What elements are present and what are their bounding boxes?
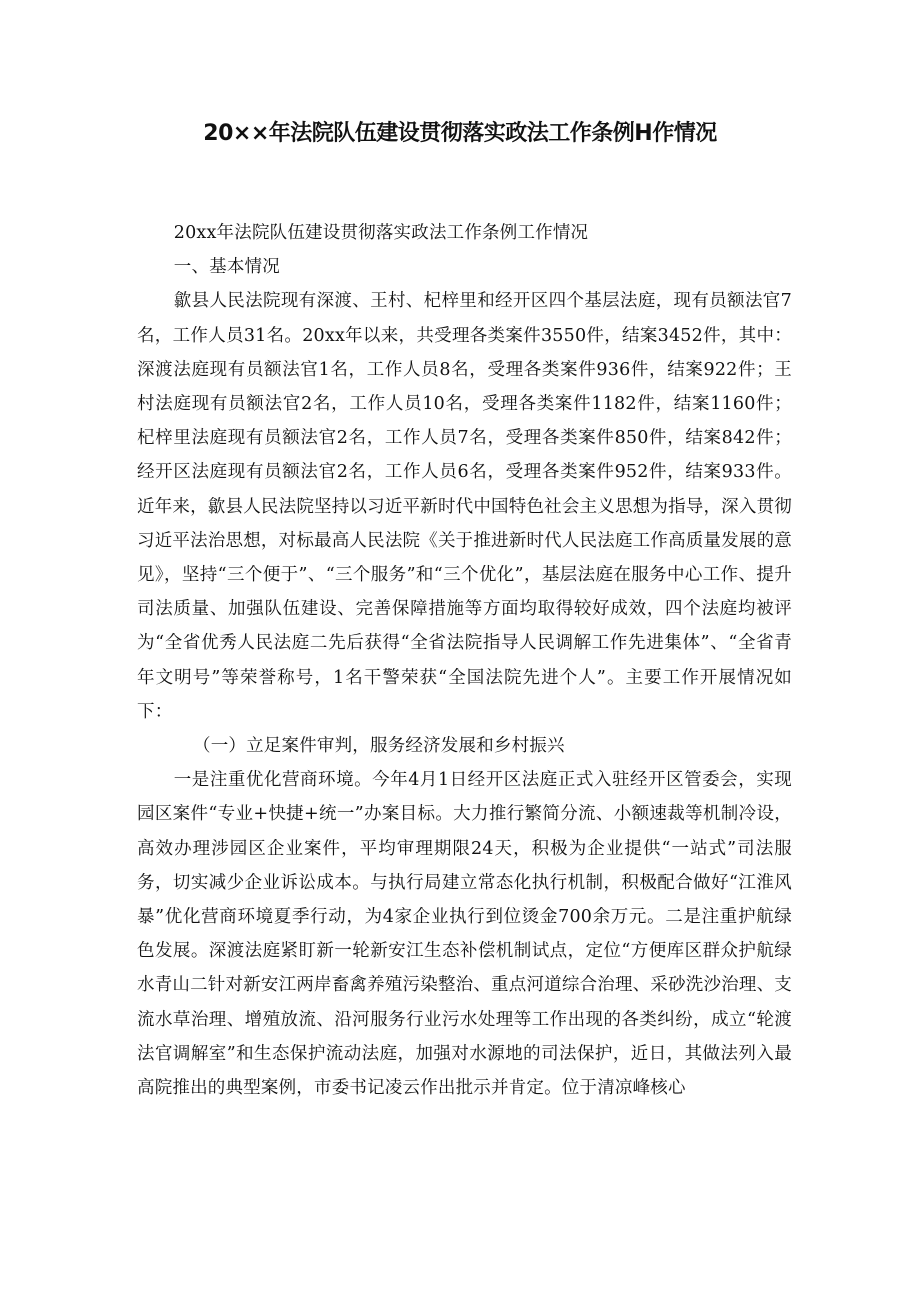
subsection-heading-case-trial: （一）立足案件审判，服务经济发展和乡村振兴 xyxy=(193,736,565,757)
document-subtitle: 20xx年法院队伍建设贯彻落实政法工作条例工作情况 xyxy=(173,223,589,243)
document-body xyxy=(137,216,792,1105)
section-heading-basic-situation: 一、基本情况 xyxy=(173,257,280,278)
paragraph-basic-situation: 歙县人民法院现有深渡、王村、杞梓里和经开区四个基层法庭，现有员额法官7名，工作人员31名。20xx年以来，共受理各类案件3550件，结案3452件，其中：深渡法庭现有员额法官1名，工作人员8名，受理各类案件936件，结案922件；王村法庭现有员额法官2名，工作人员10名，受理各类案件1182件，结案1160件；杞梓里法庭现有员额法官2名，工作人员7名，受理各类案件850件，结案842件；经开区法庭现有员额法官2名，工作人员6名，受理各类案件952件，结案933件。近年来，歙县人民法院坚持以习近平新时代中国特色社会主义思想为指导，深入贯彻习近平法治思想，对标最高人民法院《关于推进新时代人民法庭工作高质量发展的意见》，坚持“三个便于”、“三个服务”和“三个优化”，基层法庭在服务中心工作、提升司法质量、加强队伍建设、完善保障措施等方面均取得较好成效，四个法庭均被评为“全省优秀人民法庭二先后获得“全省法院指导人民调解工作先进集体”、“全省青年文明号”等荣誉称号，1名干警荣获“全国法院先进个人”。主要工作开展情况如下： xyxy=(137,291,792,722)
document-title: 20××年法院队伍建设贯彻落实政法工作条例H作情况 xyxy=(203,121,717,146)
paragraph-case-trial: 一是注重优化营商环境。今年4月1日经开区法庭正式入驻经开区管委会，实现园区案件“专业+快捷+统一”办案目标。大力推行繁简分流、小额速裁等机制冷设，高效办理涉园区企业案件，平均审理期限24天，积极为企业提供“一站式”司法服务，切实减少企业诉讼成本。与执行局建立常态化执行机制，积极配合做好“江淮风暴”优化营商环境夏季行动，为4家企业执行到位烫金700余万元。二是注重护航绿色发展。深渡法庭紧盯新一轮新安江生态补偿机制试点，定位“方便库区群众护航绿水青山二针对新安江两岸畜禽养殖污染整治、重点河道综合治理、采砂洗沙治理、支流水草治理、增殖放流、沿河服务行业污水处理等工作出现的各类纠纷，成立“轮渡法官调解室”和生态保护流动法庭，加强对水源地的司法保护，近日，其做法列入最高院推出的典型案例，市委书记凌云作出批示并肯定。位于清凉峰核心 xyxy=(137,770,792,1099)
